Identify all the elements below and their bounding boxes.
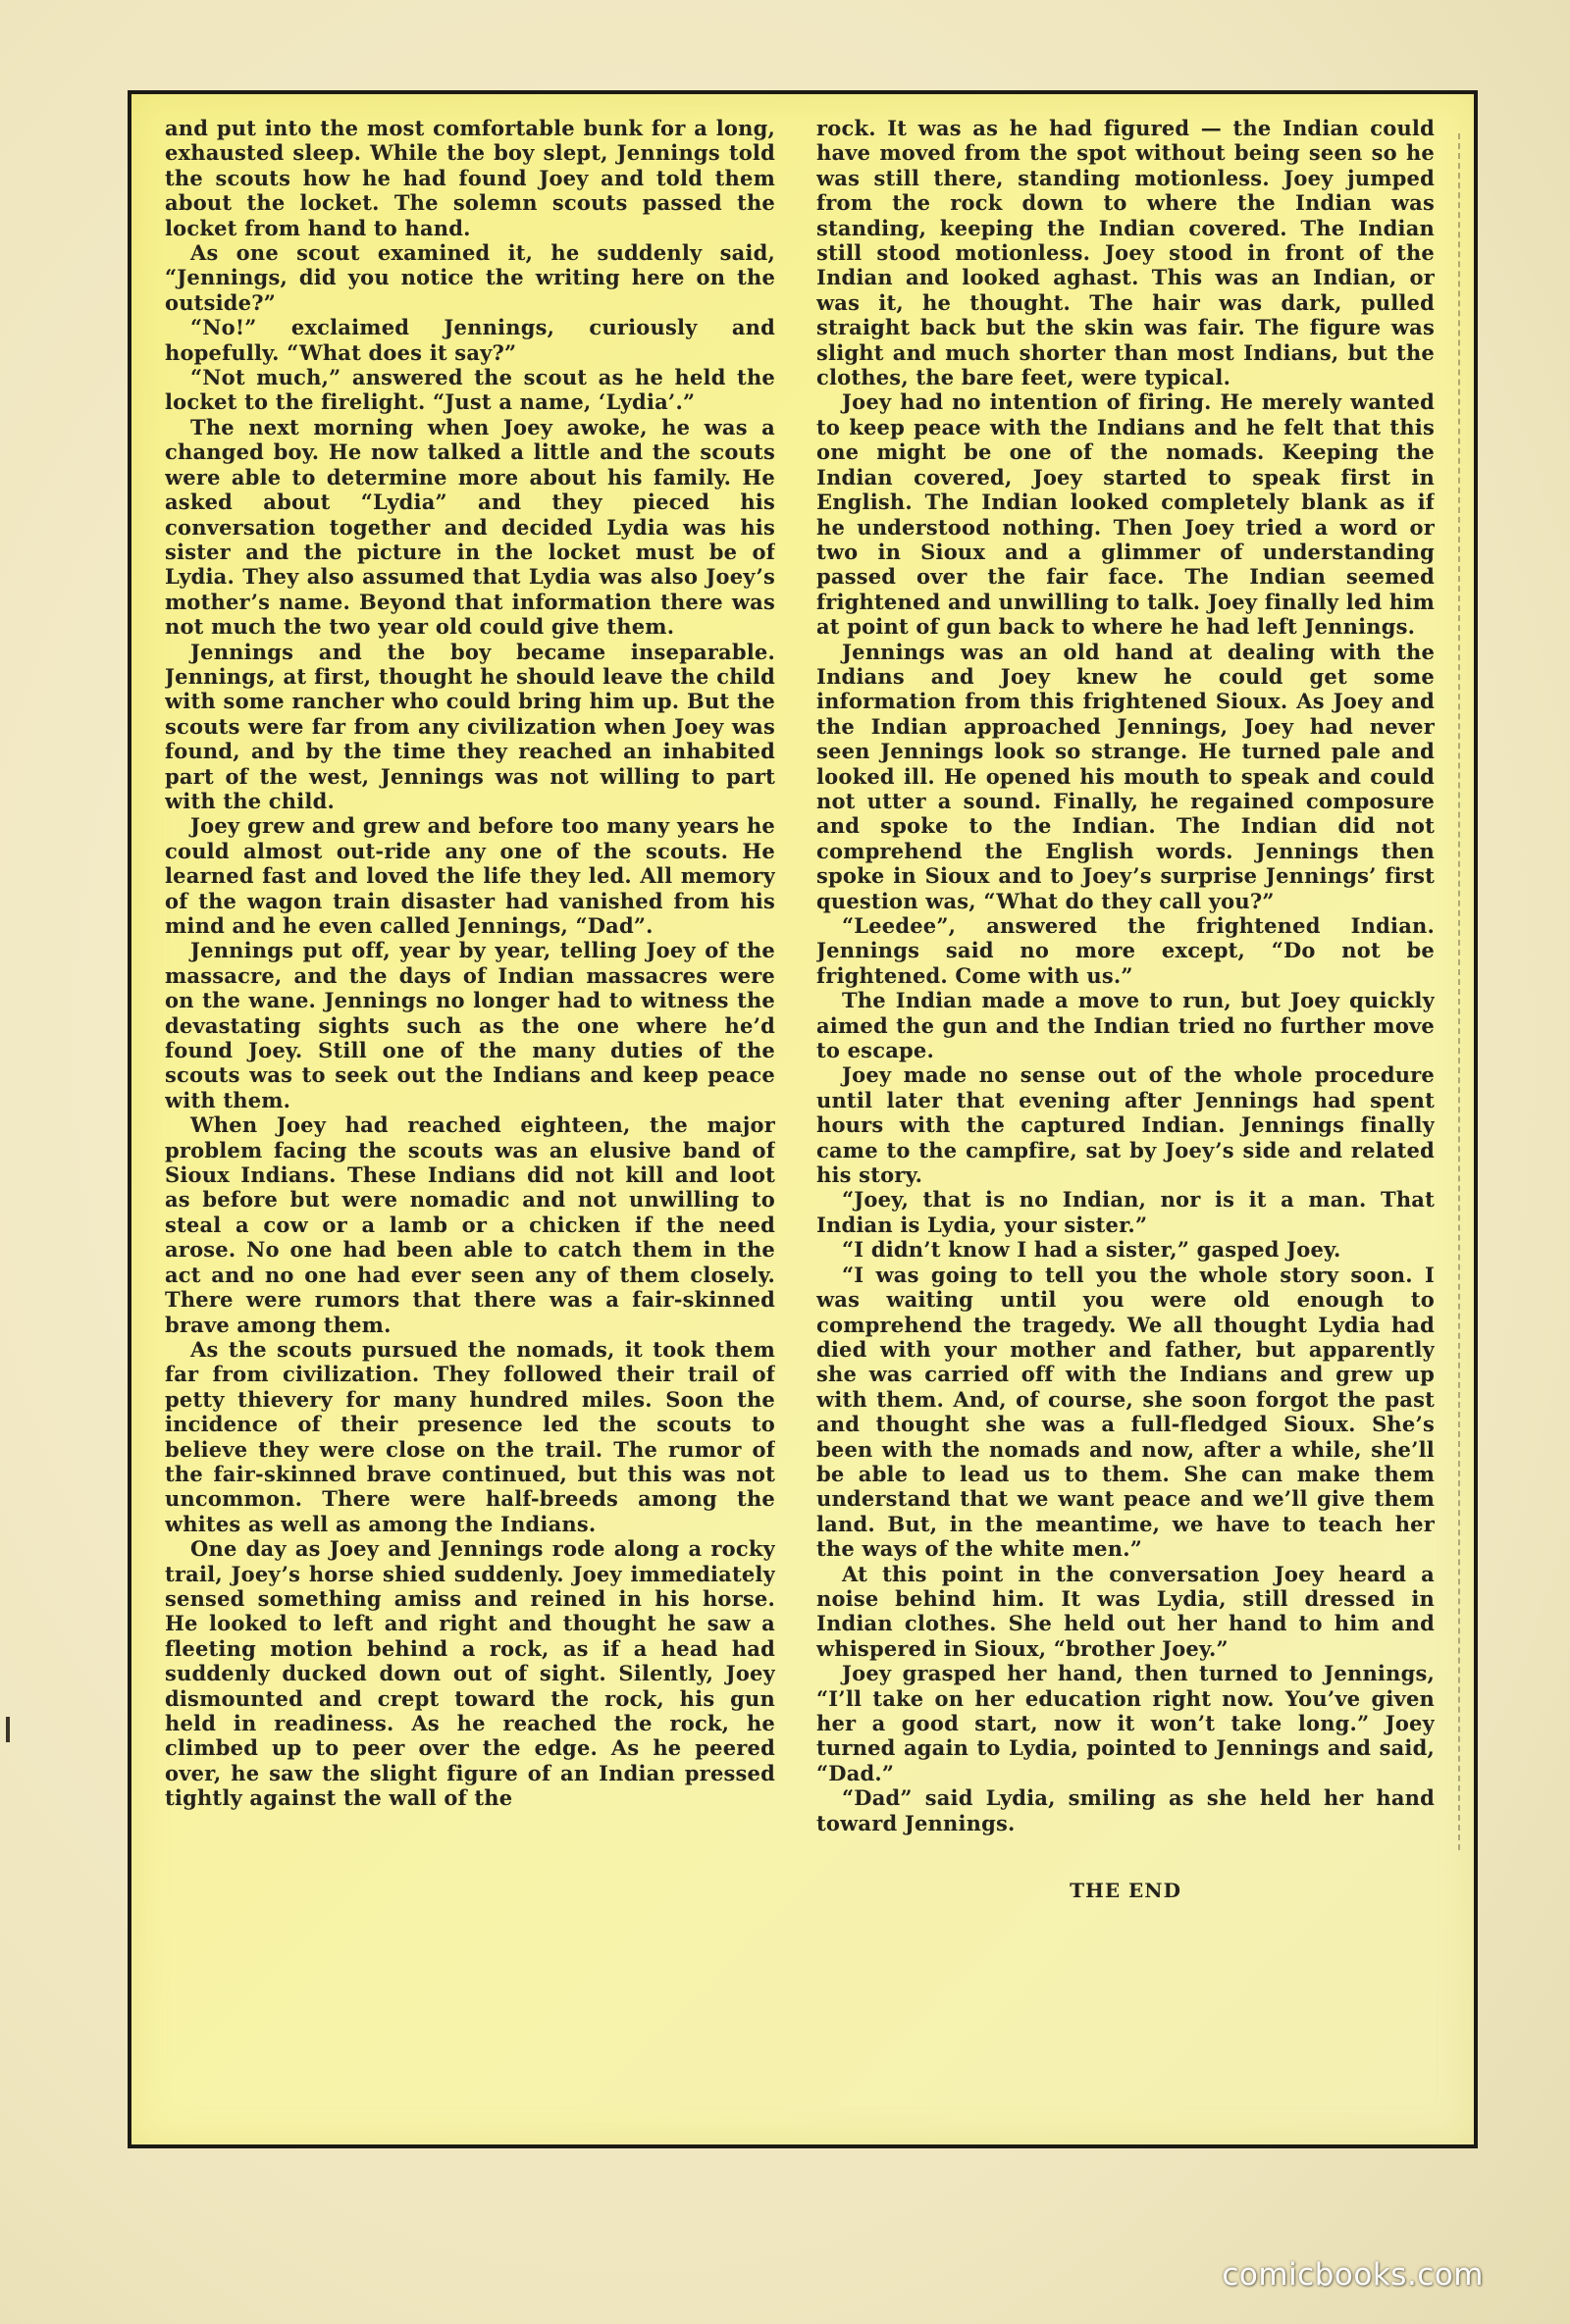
paragraph: Jennings was an old hand at dealing with the Indians and Joey knew he could get some information from this frightened Sioux. As Joey and the Indian approached Jennings, Joey had never seen Jennings look so strange. He turned pale and looked ill. He opened his mouth to speak and could not utter a sound. Finally, he regained composure and spoke to the Indian. The Indian did not comprehend the English words. Jennings then spoke in Sioux and to Joey’s surprise Jennings’ first question was, “What do they call you?” [816,639,1435,913]
paragraph: “Not much,” answered the scout as he held the locket to the firelight. “Just a name, ‘Lydia’.” [165,365,775,415]
paragraph: Joey made no sense out of the whole procedure until later that evening after Jennings had spent hours with the captured Indian. Jennings finally came to the campfire, sat by Joey’s side and related his story. [816,1062,1435,1188]
dashed-edge-rule [1458,133,1462,1850]
paragraph: As the scouts pursued the nomads, it took them far from civilization. They followed their trail of petty thievery for many hundred miles. Soon the incidence of their presence led the scouts to believe they were close on the trail. The rumor of the fair-skinned brave continued, but this was not uncommon. There were half-breeds among the whites as well as among the Indians. [165,1336,775,1536]
paragraph: The Indian made a move to run, but Joey quickly aimed the gun and the Indian tried no further move to escape. [816,988,1435,1063]
paragraph: “No!” exclaimed Jennings, curiously and hopefully. “What does it say?” [165,315,775,365]
paragraph: At this point in the conversation Joey heard a noise behind him. It was Lydia, still dressed in Indian clothes. She held out her hand to him and whispered in Sioux, “brother Joey.” [816,1561,1435,1661]
right-column [816,116,1435,2097]
paragraph: and put into the most comfortable bunk for a long, exhausted sleep. While the boy slept, Jennings told the scouts how he had found Joey and told them about the locket. The solemn scouts passed the locket from hand to hand. [165,116,775,240]
left-column [165,116,775,2097]
paragraph: As one scout examined it, he suddenly said, “Jennings, did you notice the writing here on the outside?” [165,240,775,315]
paragraph: Jennings put off, year by year, telling Joey of the massacre, and the days of Indian massacres were on the wane. Jennings no longer had to witness the devastating sights such as the one where he’d found Joey. Still one of the many duties of the scouts was to seek out the Indians and keep peace with them. [165,938,775,1112]
paragraph: rock. It was as he had figured — the Indian could have moved from the spot without being seen so he was still there, standing motionless. Joey jumped from the rock down to where the Indian was standing, keeping the Indian covered. The Indian still stood motionless. Joey stood in front of the Indian and looked aghast. This was an Indian, or was it, he thought. The hair was dark, pulled straight back but the skin was fair. The figure was slight and much shorter than most Indians, but the clothes, the bare feet, were typical. [816,116,1435,390]
paragraph: “Dad” said Lydia, smiling as she held her hand toward Jennings. [816,1785,1435,1835]
paragraph: When Joey had reached eighteen, the major problem facing the scouts was an elusive band of Sioux Indians. These Indians did not kill and loot as before but were nomadic and not unwilling to steal a cow or a lamb or a chicken if the need arose. No one had been able to catch them in the act and no one had ever seen any of them closely. There were rumors that there was a fair-skinned brave among them. [165,1112,775,1337]
paragraph: “Joey, that is no Indian, nor is it a man. That Indian is Lydia, your sister.” [816,1187,1435,1237]
paragraph: Joey grew and grew and before too many years he could almost out-ride any one of the scouts. He learned fast and loved the life they led. All memory of the wagon train disaster had vanished from his mind and he even called Jennings, “Dad”. [165,813,775,938]
paragraph: Joey had no intention of firing. He merely wanted to keep peace with the Indians and he felt that this one might be one of the nomads. Keeping the Indian covered, Joey started to speak first in English. The Indian looked completely blank as if he understood nothing. Then Joey tried a word or two in Sioux and a glimmer of understanding passed over the fair face. The Indian seemed frightened and unwilling to talk. Joey finally led him at point of gun back to where he had left Jennings. [816,389,1435,640]
paragraph: The next morning when Joey awoke, he was a changed boy. He now talked a little and the scouts were able to determine more about his family. He asked about “Lydia” and they pieced his conversation together and decided Lydia was his sister and the picture in the locket must be of Lydia. They also assumed that Lydia was also Joey’s mother’s name. Beyond that information there was not much the two year old could give them. [165,414,775,640]
paragraph: Joey grasped her hand, then turned to Jennings, “I’ll take on her education right now. You’ve given her a good start, now it won’t take long.” Joey turned again to Lydia, pointed to Jennings and said, “Dad.” [816,1661,1435,1785]
paragraph: Jennings and the boy became inseparable. Jennings, at first, thought he should leave the child with some rancher who could bring him up. But the scouts were far from any civilization when Joey was found, and by the time they reached an inhabited part of the west, Jennings was not willing to part with the child. [165,639,775,813]
text-panel [128,90,1478,2148]
end-label: THE END [1070,1879,1181,1903]
paragraph: One day as Joey and Jennings rode along a rocky trail, Joey’s horse shied suddenly. Joey immediately sensed something amiss and reined in his horse. He looked to left and right and thought he saw a fleeting motion behind a rock, as if a head had suddenly ducked down out of sight. Silently, Joey dismounted and crept toward the rock, his gun held in readiness. As he reached the rock, he climbed up to peer over the edge. As he peered over, he saw the slight figure of an Indian pressed tightly against the wall of the [165,1536,775,1811]
site-watermark: comicbooks.com [1222,2257,1484,2293]
page-edge-mark [6,1717,10,1742]
paragraph: “Leedee”, answered the frightened Indian. Jennings said no more except, “Do not be frightened. Come with us.” [816,913,1435,988]
paragraph: “I was going to tell you the whole story soon. I was waiting until you were old enough to comprehend the tragedy. We all thought Lydia had died with your mother and father, but apparently she was carried off with the Indians and grew up with them. And, of course, she soon forgot the past and thought she was a full-fledged Sioux. She’s been with the nomads and now, after a while, she’ll be able to lead us to them. She can make them understand that we want peace and we’ll give them land. But, in the meantime, we have to teach her the ways of the white men.” [816,1262,1435,1562]
paragraph: “I didn’t know I had a sister,” gasped Joey. [842,1237,1341,1263]
